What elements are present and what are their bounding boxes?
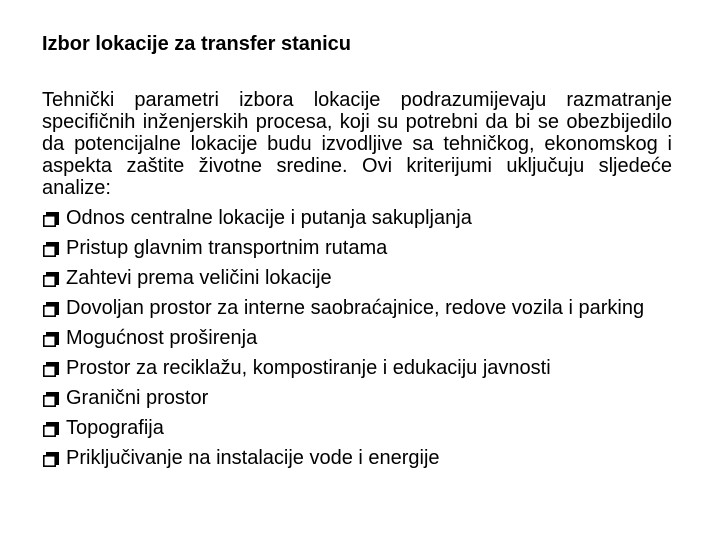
list-item <box>42 357 672 379</box>
q-box-bullet-icon <box>42 387 66 409</box>
q-box-bullet-icon <box>42 297 66 319</box>
list-item <box>42 387 672 409</box>
q-box-bullet-icon <box>42 327 66 349</box>
list-item-text: Prostor za reciklažu, kompostiranje i edukaciju javnosti <box>66 357 551 379</box>
q-box-bullet-icon <box>42 237 66 259</box>
slide-title: Izbor lokacije za transfer stanicu <box>42 33 351 55</box>
list-item-text: Priključivanje na instalacije vode i energije <box>66 447 440 469</box>
list-item <box>42 297 672 319</box>
criteria-list <box>42 207 672 469</box>
slide-body <box>42 89 672 469</box>
list-item-text: Dovoljan prostor za interne saobraćajnice, redove vozila i parking <box>66 297 645 319</box>
q-box-bullet-icon <box>42 357 66 379</box>
list-item <box>42 327 672 349</box>
list-item <box>42 237 672 259</box>
list-item-text: Zahtevi prema veličini lokacije <box>66 267 332 289</box>
list-item <box>42 207 672 229</box>
list-item-text: Granični prostor <box>66 387 209 409</box>
list-item-text: Topografija <box>66 417 164 439</box>
intro-paragraph: Tehnički parametri izbora lokacije podrazumijevaju razmatranje specifičnih inženjerskih procesa, koji su potrebni da bi se obezbijedilo da potencijalne lokacije budu izvodljive sa tehničkog, ekonomskog i aspekta zaštite životne sredine. Ovi kriterijumi uključuju sljedeće analize: <box>42 89 672 199</box>
q-box-bullet-icon <box>42 267 66 289</box>
list-item-text: Odnos centralne lokacije i putanja sakupljanja <box>66 207 472 229</box>
list-item <box>42 447 672 469</box>
list-item-text: Pristup glavnim transportnim rutama <box>66 237 388 259</box>
q-box-bullet-icon <box>42 417 66 439</box>
list-item <box>42 267 672 289</box>
list-item-text: Mogućnost proširenja <box>66 327 258 349</box>
q-box-bullet-icon <box>42 447 66 469</box>
q-box-bullet-icon <box>42 207 66 229</box>
list-item <box>42 417 672 439</box>
